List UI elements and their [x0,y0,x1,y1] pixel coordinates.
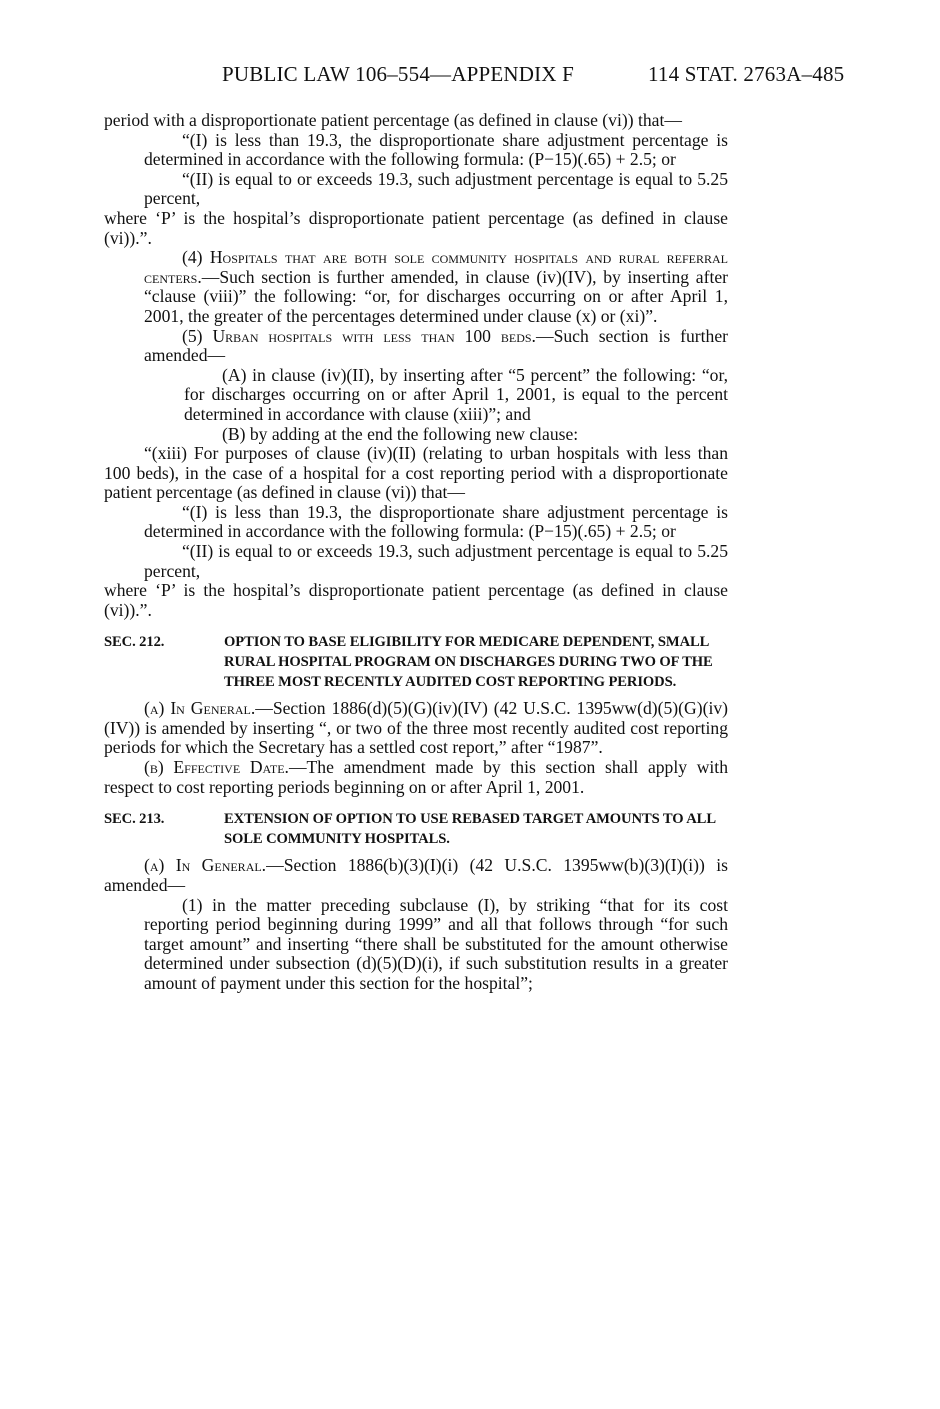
section-212-a-text: —Section 1886(d)(5)(G)(iv)(IV) (42 U.S.C. 1395ww(d)(5)(G)(iv)(IV)) is amended by inserting “, or two of the three most recently audited cost reporting periods for which the Secretary has a settled cost report,” after “1987”. [104,698,728,758]
section-212-b-text: —The amendment made by this section shall apply with respect to cost reporting periods beginning on or after April 1, 2001. [104,757,728,797]
section-213-title: EXTENSION OF OPTION TO USE REBASED TARGET AMOUNTS TO ALL SOLE COMMUNITY HOSPITALS. [224,811,716,847]
paragraph-5 [104,327,728,366]
body-text [104,111,728,994]
subclause-I: “(I) is less than 19.3, the disproportionate share adjustment percentage is determined in accordance with the following formula: (P−15)(.65) + 2.5; or [144,501,728,542]
section-213-a [104,856,728,895]
subclause-II: “(II) is equal to or exceeds 19.3, such adjustment percentage is equal to 5.25 percent, [144,168,728,209]
paragraph: where ‘P’ is the hospital’s disproportionate patient percentage (as defined in clause (vi)).”. [104,580,728,620]
subclause-I: “(I) is less than 19.3, the disproportionate share adjustment percentage is determined in accordance with the following formula: (P−15)(.65) + 2.5; or [144,129,728,170]
paragraph-5-heading: (5) Urban hospitals with less than 100 beds. [182,325,536,346]
section-213-a-1: (1) in the matter preceding subclause (I), by striking “that for its cost reporting period beginning during 1999” and all that follows through “for such target amount” and inserting “there shall be substituted for the amount otherwise determined under subsection (d)(5)(D)(i), if such substitution results in a greater amount of payment under this section for the hospital”; [144,894,728,993]
paragraph-4-text: —Such section is further amended, in clause (iv)(IV), by inserting after “clause (viii)” the following: “or, for discharges occurring on or after April 1, 2001, the greater of the percentages determined under clause (x) or (xi)”. [144,266,728,326]
section-212-b [104,758,728,797]
section-213-a-heading: (a) In General. [144,855,267,876]
subparagraph-A: (A) in clause (iv)(II), by inserting after “5 percent” the following: “or, for discharges occurring on or after April 1, 2001, is equal to the percent determined in accordance with clause (xiii)”; and [184,364,728,424]
section-212-a-heading: (a) In General. [144,698,256,719]
header-left: PUBLIC LAW 106–554—APPENDIX F [222,62,575,86]
section-212-a [104,699,728,758]
subclause-II: “(II) is equal to or exceeds 19.3, such adjustment percentage is equal to 5.25 percent, [144,541,728,581]
section-213-heading [104,810,728,849]
header-right: 114 STAT. 2763A–485 [648,62,845,86]
paragraph: where ‘P’ is the hospital’s disproportionate patient percentage (as defined in clause (vi)).”. [104,207,728,248]
paragraph-4 [104,248,728,326]
paragraph-5-text: —Such section is further amended— [144,325,728,366]
section-213-number: SEC. 213. [104,811,165,828]
section-212-title: OPTION TO BASE ELIGIBILITY FOR MEDICARE DEPENDENT, SMALL RURAL HOSPITAL PROGRAM ON DISCHARGES DURING TWO OF THE THREE MOST RECENTLY AUDITED COST REPORTING PERIODS. [224,634,713,690]
subparagraph-B: (B) by adding at the end the following new clause: [222,423,579,444]
paragraph: period with a disproportionate patient percentage (as defined in clause (vi)) that— [104,110,682,130]
section-212-heading [104,633,728,692]
running-header [222,62,866,87]
paragraph-4-heading: (4) Hospitals that are both sole community hospitals and rural referral centers. [144,247,728,287]
clause-xiii: “(xiii) For purposes of clause (iv)(II) (relating to urban hospitals with less than 100 beds), in the case of a hospital for a cost reporting period with a disproportionate patient percentage (as defined in clause (vi)) that— [104,443,728,503]
section-212-b-heading: (b) Effective Date. [144,757,289,777]
section-212-number: SEC. 212. [104,634,165,651]
section-213-a-text: —Section 1886(b)(3)(I)(i) (42 U.S.C. 1395ww(b)(3)(I)(i)) is amended— [104,855,728,895]
